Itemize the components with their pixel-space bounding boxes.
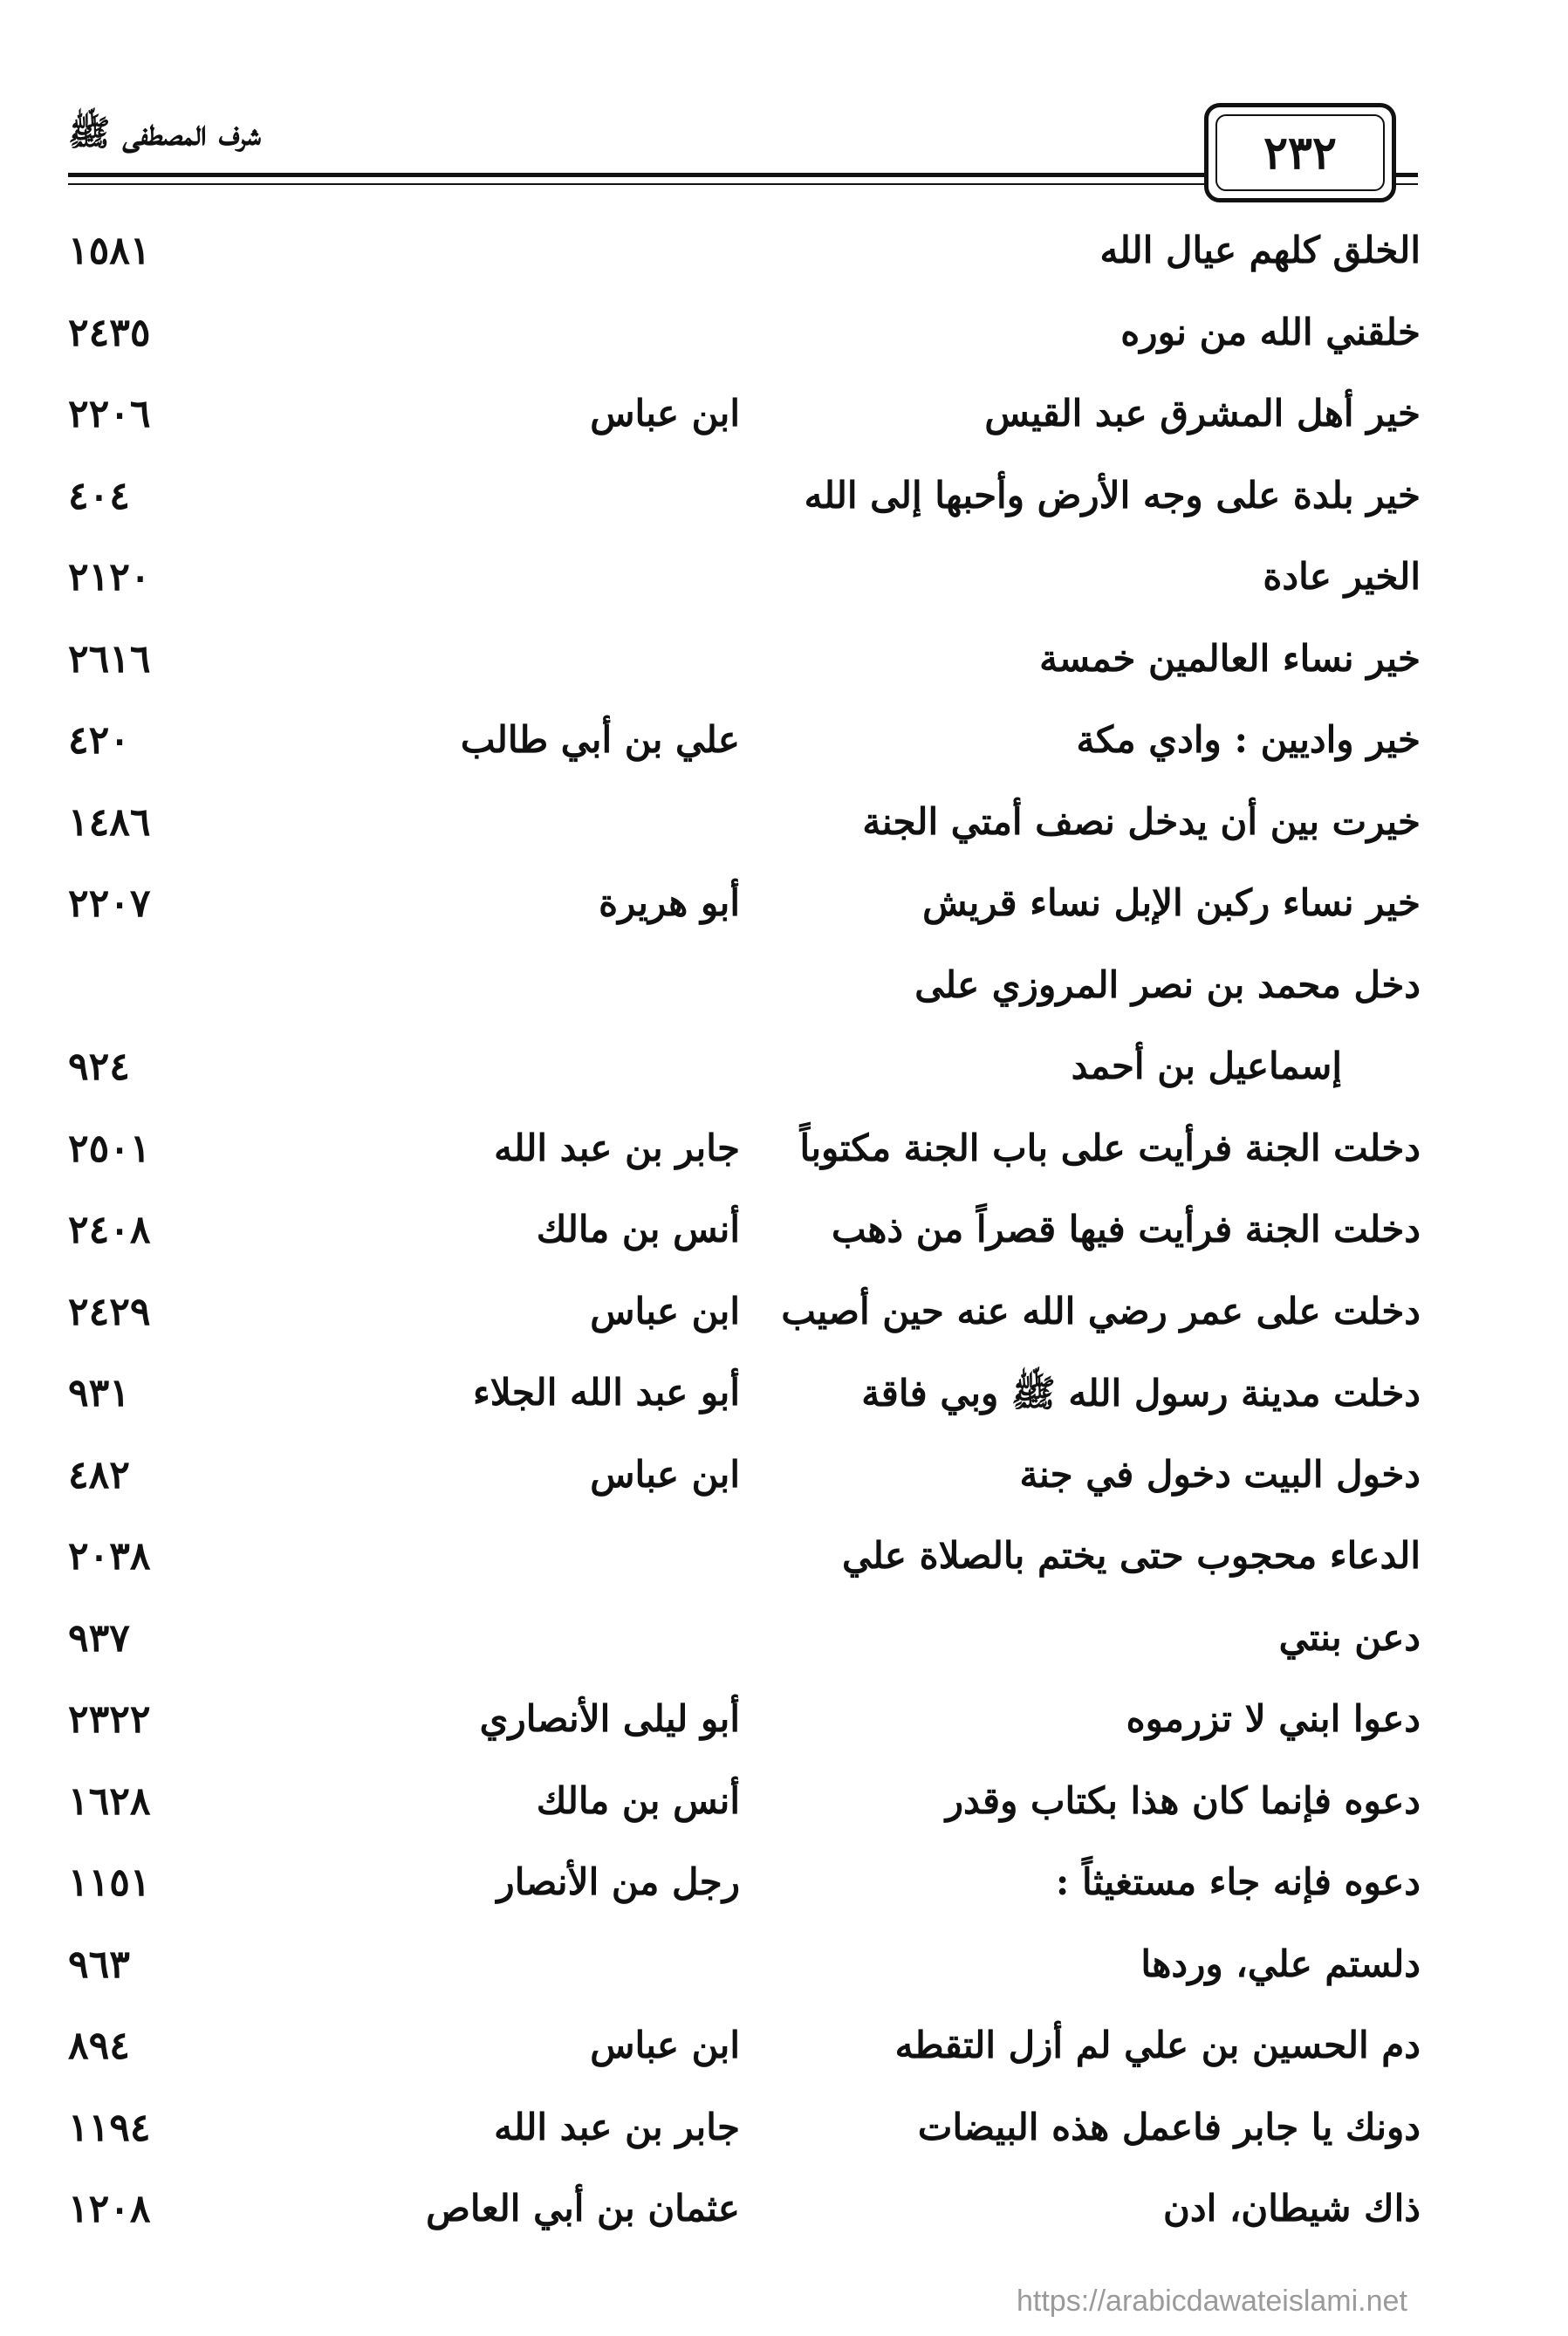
- hadith-text: إسماعيل بن أحمد: [1071, 1045, 1342, 1087]
- hadith-number: ٨٩٤: [68, 2024, 130, 2068]
- hadith-number: ١٥٨١: [68, 229, 151, 273]
- index-row: [68, 791, 1421, 873]
- index-row: [68, 1281, 1421, 1363]
- narrator-name: ابن عباس: [590, 2024, 740, 2066]
- narrator-name: ابن عباس: [590, 1289, 740, 1332]
- narrator-name: عثمان بن أبي العاص: [426, 2187, 740, 2230]
- hadith-text: الخلق كلهم عيال الله: [1099, 229, 1421, 271]
- hadith-number: ٩٣٧: [68, 1615, 130, 1661]
- index-row: [68, 873, 1421, 955]
- index-row: [68, 1689, 1421, 1771]
- narrator-name: رجل من الأنصار: [496, 1860, 740, 1903]
- index-row: [68, 1444, 1421, 1526]
- index-row: [68, 1607, 1421, 1689]
- hadith-text: دخلت على عمر رضي الله عنه حين أصيب: [781, 1289, 1421, 1332]
- watermark-url: https://arabicdawateislami.net: [1017, 2285, 1407, 2318]
- hadith-text: دعن بنتي: [1278, 1615, 1421, 1659]
- index-row: [68, 2097, 1421, 2179]
- hadith-number: ١١٥١: [68, 1860, 151, 1905]
- hadith-number: ٢٤٣٥: [68, 310, 151, 355]
- hadith-text: دخلت الجنة فرأيت على باب الجنة مكتوباً: [799, 1126, 1421, 1169]
- hadith-number: ٢٤٢٩: [68, 1289, 151, 1334]
- hadith-text: دعوه فإنه جاء مستغيثاً :: [1055, 1860, 1421, 1903]
- hadith-text: خير نساء ركبن الإبل نساء قريش: [922, 881, 1421, 924]
- hadith-text: الخير عادة: [1263, 555, 1421, 598]
- hadith-text: خير واديين : وادي مكة: [1076, 718, 1421, 761]
- hadith-number: ١٢٠٨: [68, 2187, 151, 2231]
- index-row: [68, 628, 1421, 710]
- hadith-number: ٢٠٣٨: [68, 1534, 151, 1579]
- hadith-number: ٢٢٠٧: [68, 881, 151, 926]
- narrator-name: جابر بن عبد الله: [494, 1126, 740, 1169]
- hadith-text: دعوه فإنما كان هذا بكتاب وقدر: [945, 1778, 1421, 1822]
- index-row: [68, 383, 1421, 465]
- hadith-text: خير نساء العالمين خمسة: [1039, 636, 1421, 680]
- hadith-text: خيرت بين أن يدخل نصف أمتي الجنة: [862, 799, 1421, 843]
- index-row: [68, 302, 1421, 384]
- hadith-text: دلستم علي، وردها: [1140, 1942, 1421, 1985]
- hadith-number: ٩٦٣: [68, 1942, 130, 1987]
- index-row: [68, 546, 1421, 628]
- hadith-text: دخلت الجنة فرأيت فيها قصراً من ذهب: [832, 1208, 1421, 1250]
- hadith-number: ٢٢٠٦: [68, 392, 151, 436]
- narrator-name: أبو هريرة: [599, 881, 740, 924]
- index-row: [68, 1118, 1421, 1200]
- page-number: ٢٣٢: [1215, 114, 1385, 191]
- hadith-text: خير أهل المشرق عبد القيس: [984, 392, 1421, 435]
- index-row: [68, 465, 1421, 547]
- hadith-text: خير بلدة على وجه الأرض وأحبها إلى الله: [804, 473, 1421, 517]
- hadith-number: ٤٢٠: [68, 718, 130, 763]
- hadith-text: دخلت مدينة رسول الله ﷺ وبي فاقة: [861, 1372, 1421, 1415]
- book-title: شرف المصطفى ﷺ: [68, 113, 261, 154]
- narrator-name: علي بن أبي طالب: [460, 718, 740, 761]
- hadith-number: ٢٤٠٨: [68, 1208, 151, 1252]
- hadith-number: ١٦٢٨: [68, 1778, 151, 1824]
- hadith-number: ٢٣٢٢: [68, 1697, 151, 1742]
- hadith-text: دخول البيت دخول في جنة: [1019, 1452, 1421, 1496]
- narrator-name: أنس بن مالك: [536, 1778, 740, 1822]
- hadith-number: ٢١٢٠: [68, 555, 151, 599]
- hadith-number: ٢٦١٦: [68, 636, 151, 682]
- hadith-text: دعوا ابني لا تزرموه: [1126, 1697, 1421, 1740]
- hadith-number: ٤٨٢: [68, 1452, 130, 1497]
- narrator-name: أبو عبد الله الجلاء: [473, 1371, 740, 1414]
- hadith-number: ٢٥٠١: [68, 1126, 151, 1171]
- hadith-number: ١٤٨٦: [68, 799, 151, 845]
- index-row: [68, 1771, 1421, 1853]
- narrator-name: جابر بن عبد الله: [494, 2105, 740, 2148]
- hadith-text: خلقني الله من نوره: [1120, 310, 1421, 353]
- index-table: [68, 220, 1421, 2260]
- index-row: [68, 2015, 1421, 2097]
- narrator-name: أنس بن مالك: [536, 1208, 740, 1250]
- index-row: [68, 1199, 1421, 1281]
- narrator-name: ابن عباس: [590, 392, 740, 435]
- hadith-text: دخل محمد بن نصر المروزي على: [914, 962, 1421, 1006]
- hadith-text: الدعاء محجوب حتى يختم بالصلاة علي: [842, 1534, 1421, 1577]
- hadith-text: دم الحسين بن علي لم أزل التقطه: [894, 2024, 1421, 2066]
- hadith-number: ٩٣١: [68, 1371, 130, 1415]
- index-row: [68, 1934, 1421, 2016]
- index-row: [68, 2178, 1421, 2260]
- index-row: [68, 220, 1421, 302]
- hadith-text: ذاك شيطان، ادن: [1163, 2187, 1421, 2230]
- index-row: [68, 1525, 1421, 1607]
- hadith-number: ١١٩٤: [68, 2105, 151, 2150]
- index-row: [68, 709, 1421, 791]
- narrator-name: أبو ليلى الأنصاري: [479, 1697, 740, 1740]
- hadith-text: دونك يا جابر فاعمل هذه البيضات: [917, 2105, 1421, 2148]
- index-row: [68, 1852, 1421, 1934]
- index-row: [68, 1036, 1421, 1118]
- page-number-frame: [1204, 103, 1396, 202]
- hadith-number: ٤٠٤: [68, 473, 130, 518]
- index-row: [68, 1362, 1421, 1444]
- narrator-name: ابن عباس: [590, 1452, 740, 1496]
- index-row: [68, 955, 1421, 1037]
- hadith-number: ٩٢٤: [68, 1045, 130, 1089]
